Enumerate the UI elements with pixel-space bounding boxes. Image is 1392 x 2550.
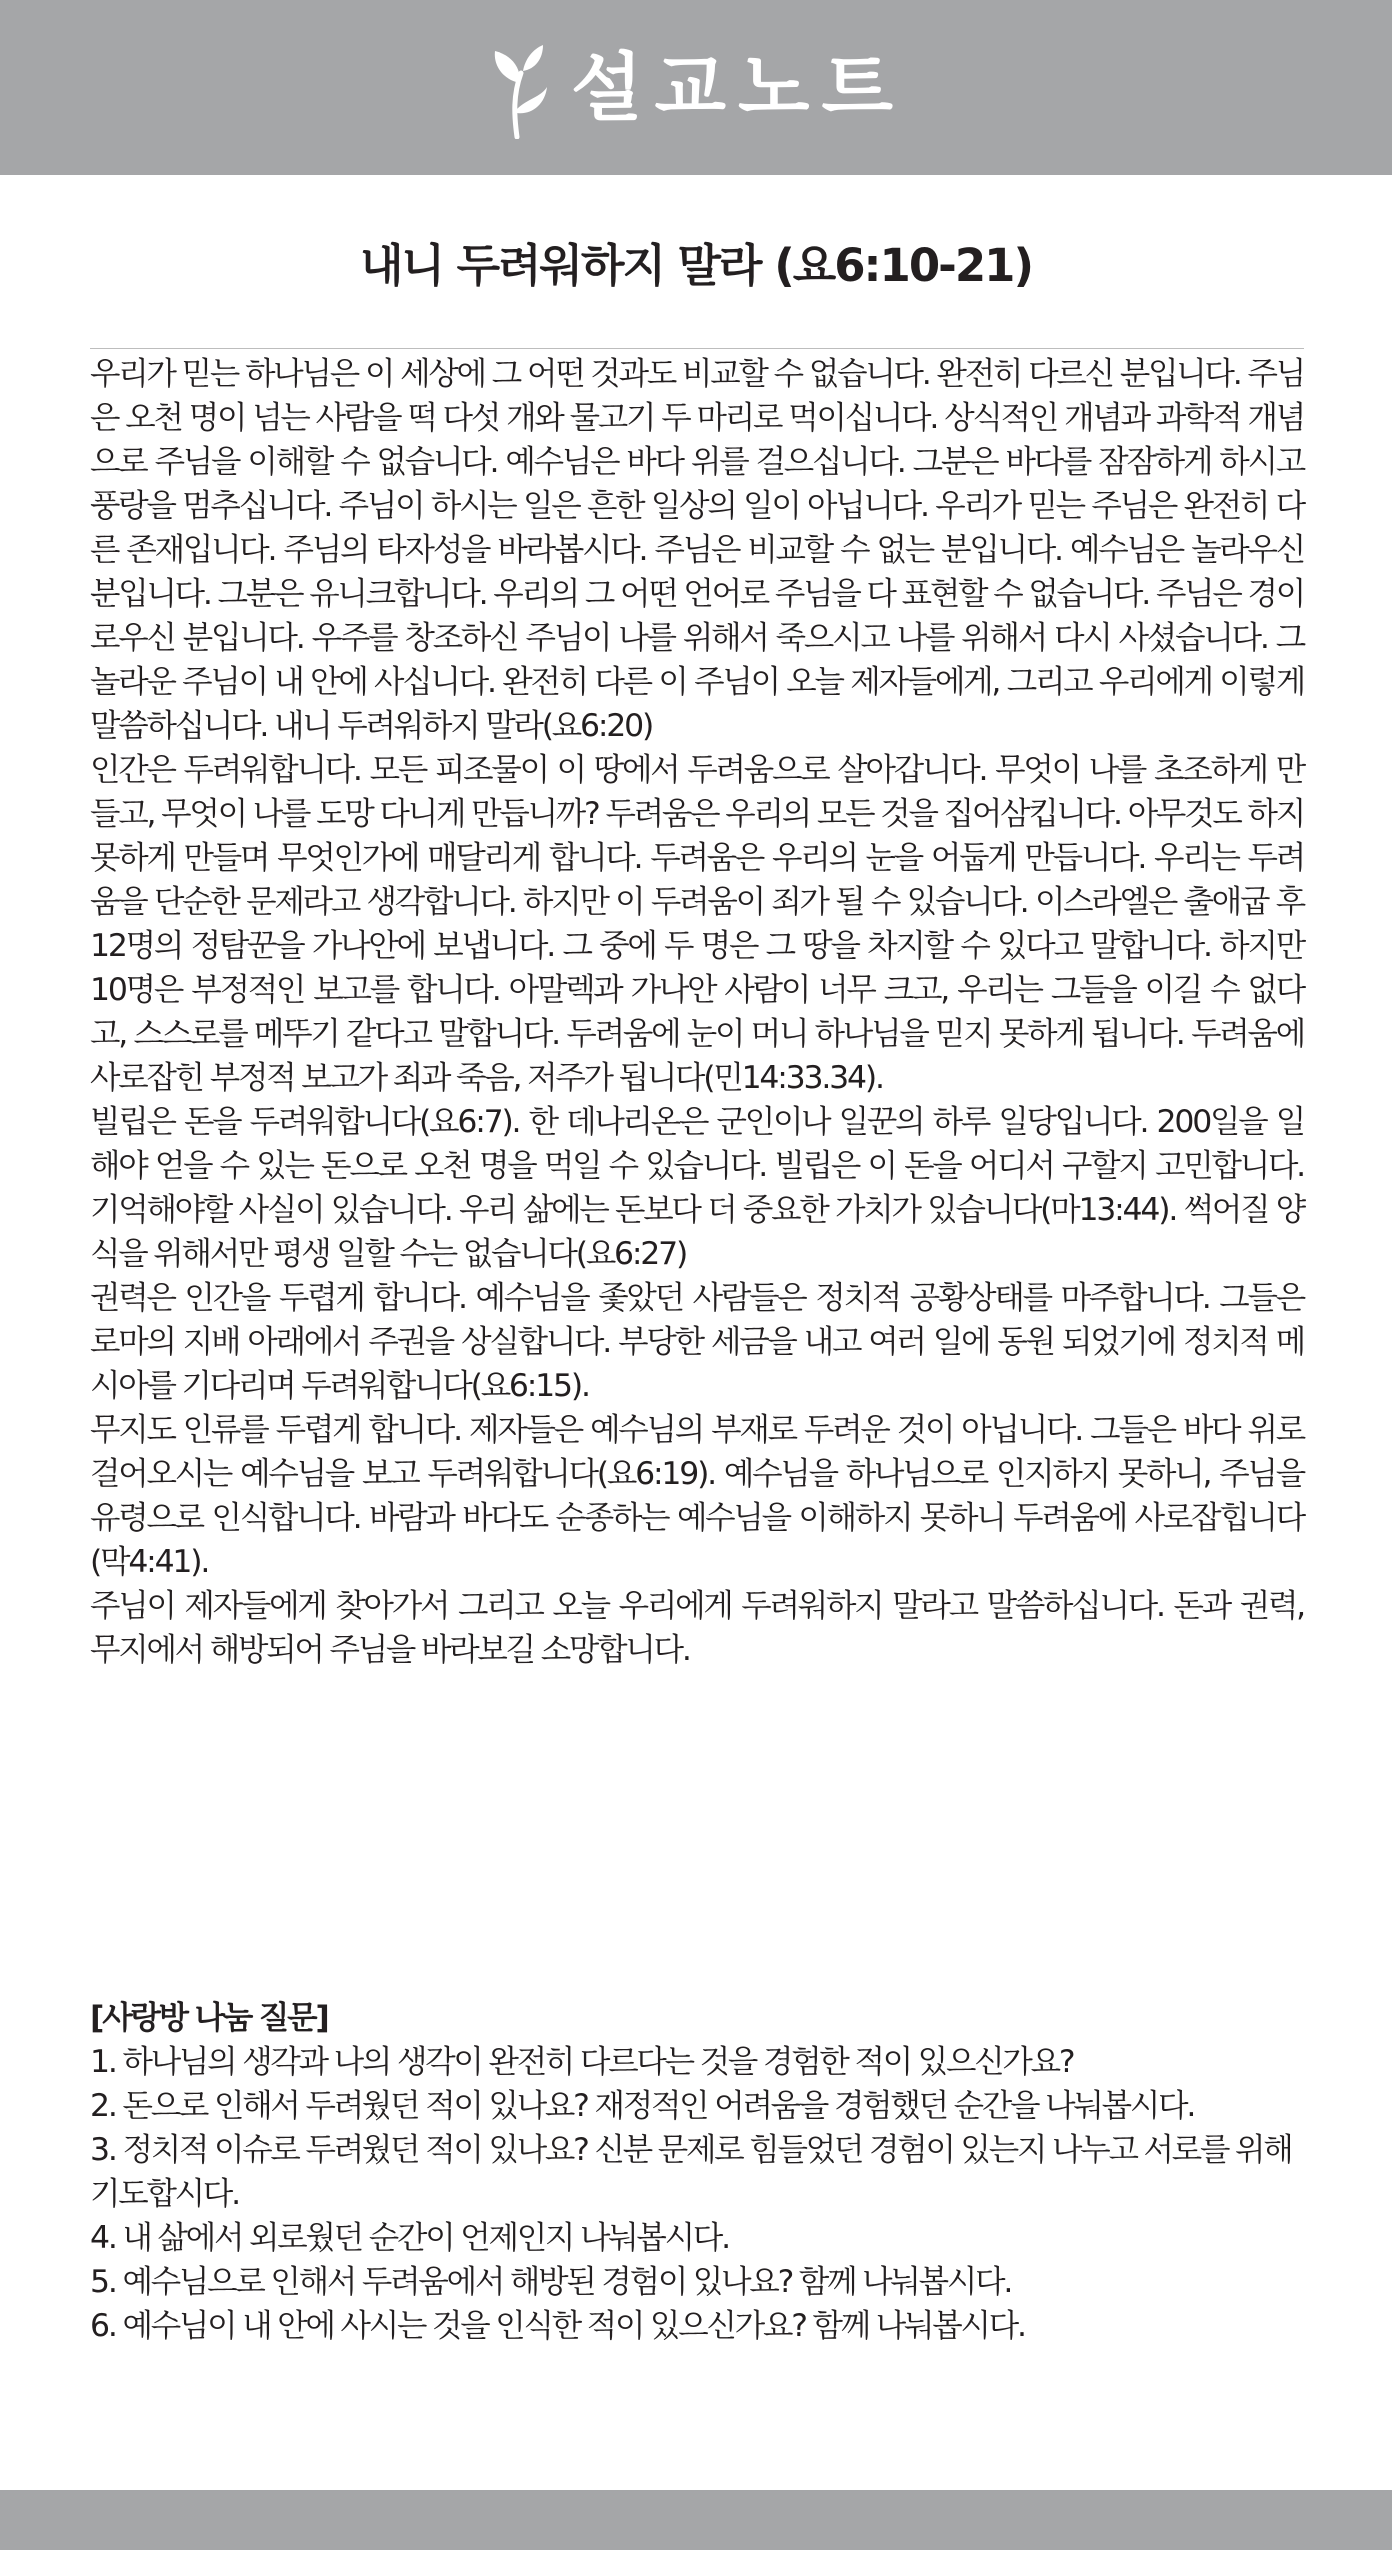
header-brand: [487, 37, 905, 139]
discussion-questions: [90, 1996, 1304, 2348]
questions-list: [90, 2040, 1304, 2348]
question-item: 1. 하나님의 생각과 나의 생각이 완전히 다르다는 것을 경험한 적이 있으신가요?: [90, 2044, 1074, 2080]
footer-bar: [0, 2490, 1392, 2550]
title-divider: [90, 348, 1304, 349]
leaf-icon: [487, 43, 549, 139]
questions-heading: [사랑방 나눔 질문]: [90, 2000, 328, 2036]
sermon-paragraph: 권력은 인간을 두렵게 합니다. 예수님을 좇았던 사람들은 정치적 공황상태를 마주합니다. 그들은 로마의 지배 아래에서 주권을 상실합니다. 부당한 세금을 내고 여러 일에 동원 되었기에 정치적 메시아를 기다리며 두려워합니다(요6:15).: [90, 1280, 1304, 1404]
question-item: 3. 정치적 이슈로 두려웠던 적이 있나요? 신분 문제로 힘들었던 경험이 있는지 나누고 서로를 위해 기도합시다.: [90, 2132, 1292, 2212]
question-item: 6. 예수님이 내 안에 사시는 것을 인식한 적이 있으신가요? 함께 나눠봅시다.: [90, 2308, 1025, 2344]
sermon-paragraph: 무지도 인류를 두렵게 합니다. 제자들은 예수님의 부재로 두려운 것이 아닙니다. 그들은 바다 위로 걸어오시는 예수님을 보고 두려워합니다(요6:19). 예수님을 하나님으로 인지하지 못하니, 주님을 유령으로 인식합니다. 바람과 바다도 순종하는 예수님을 이해하지 못하니 두려움에 사로잡힙니다(막4:41).: [90, 1412, 1304, 1580]
sermon-paragraph: 인간은 두려워합니다. 모든 피조물이 이 땅에서 두려움으로 살아갑니다. 무엇이 나를 초조하게 만들고, 무엇이 나를 도망 다니게 만듭니까? 두려움은 우리의 모든 것을 집어삼킵니다. 아무것도 하지 못하게 만들며 무엇인가에 매달리게 합니다. 두려움은 우리의 눈을 어둡게 만듭니다. 우리는 두려움을 단순한 문제라고 생각합니다. 하지만 이 두려움이 죄가 될 수 있습니다. 이스라엘은 출애굽 후 12명의 정탐꾼을 가나안에 보냅니다. 그 중에 두 명은 그 땅을 차지할 수 있다고 말합니다. 하지만 10명은 부정적인 보고를 합니다. 아말렉과 가나안 사람이 너무 크고, 우리는 그들을 이길 수 없다고, 스스로를 메뚜기 같다고 말합니다. 두려움에 눈이 머니 하나님을 믿지 못하게 됩니다. 두려움에 사로잡힌 부정적 보고가 죄과 죽음, 저주가 됩니다(민14:33.34).: [90, 752, 1304, 1096]
sermon-title: 내니 두려워하지 말라 (요6:10-21): [359, 239, 1033, 292]
question-item: 4. 내 삶에서 외로웠던 순간이 언제인지 나눠봅시다.: [90, 2220, 729, 2256]
sermon-body: [90, 352, 1304, 1672]
sermon-paragraph: 우리가 믿는 하나님은 이 세상에 그 어떤 것과도 비교할 수 없습니다. 완전히 다르신 분입니다. 주님은 오천 명이 넘는 사람을 떡 다섯 개와 물고기 두 마리로 먹이십니다. 상식적인 개념과 과학적 개념으로 주님을 이해할 수 없습니다. 예수님은 바다 위를 걸으십니다. 그분은 바다를 잠잠하게 하시고 풍랑을 멈추십니다. 주님이 하시는 일은 흔한 일상의 일이 아닙니다. 우리가 믿는 주님은 완전히 다른 존재입니다. 주님의 타자성을 바라봅시다. 주님은 비교할 수 없는 분입니다. 예수님은 놀라우신 분입니다. 그분은 유니크합니다. 우리의 그 어떤 언어로 주님을 다 표현할 수 없습니다. 주님은 경이로우신 분입니다. 우주를 창조하신 주님이 나를 위해서 죽으시고 나를 위해서 다시 사셨습니다. 그 놀라운 주님이 내 안에 사십니다. 완전히 다른 이 주님이 오늘 제자들에게, 그리고 우리에게 이렇게 말씀하십니다. 내니 두려워하지 말라(요6:20): [90, 356, 1304, 744]
header-title: 설교노트: [571, 44, 905, 131]
sermon-paragraph: 주님이 제자들에게 찾아가서 그리고 오늘 우리에게 두려워하지 말라고 말씀하십니다. 돈과 권력, 무지에서 해방되어 주님을 바라보길 소망합니다.: [90, 1588, 1304, 1668]
question-item: 2. 돈으로 인해서 두려웠던 적이 있나요? 재정적인 어려움을 경험했던 순간을 나눠봅시다.: [90, 2088, 1195, 2124]
header-bar: [0, 0, 1392, 175]
sermon-paragraph: 빌립은 돈을 두려워합니다(요6:7). 한 데나리온은 군인이나 일꾼의 하루 일당입니다. 200일을 일해야 얻을 수 있는 돈으로 오천 명을 먹일 수 있습니다. 빌립은 이 돈을 어디서 구할지 고민합니다. 기억해야할 사실이 있습니다. 우리 삶에는 돈보다 더 중요한 가치가 있습니다(마13:44). 썩어질 양식을 위해서만 평생 일할 수는 없습니다(요6:27): [90, 1104, 1304, 1272]
question-item: 5. 예수님으로 인해서 두려움에서 해방된 경험이 있나요? 함께 나눠봅시다.: [90, 2264, 1012, 2300]
